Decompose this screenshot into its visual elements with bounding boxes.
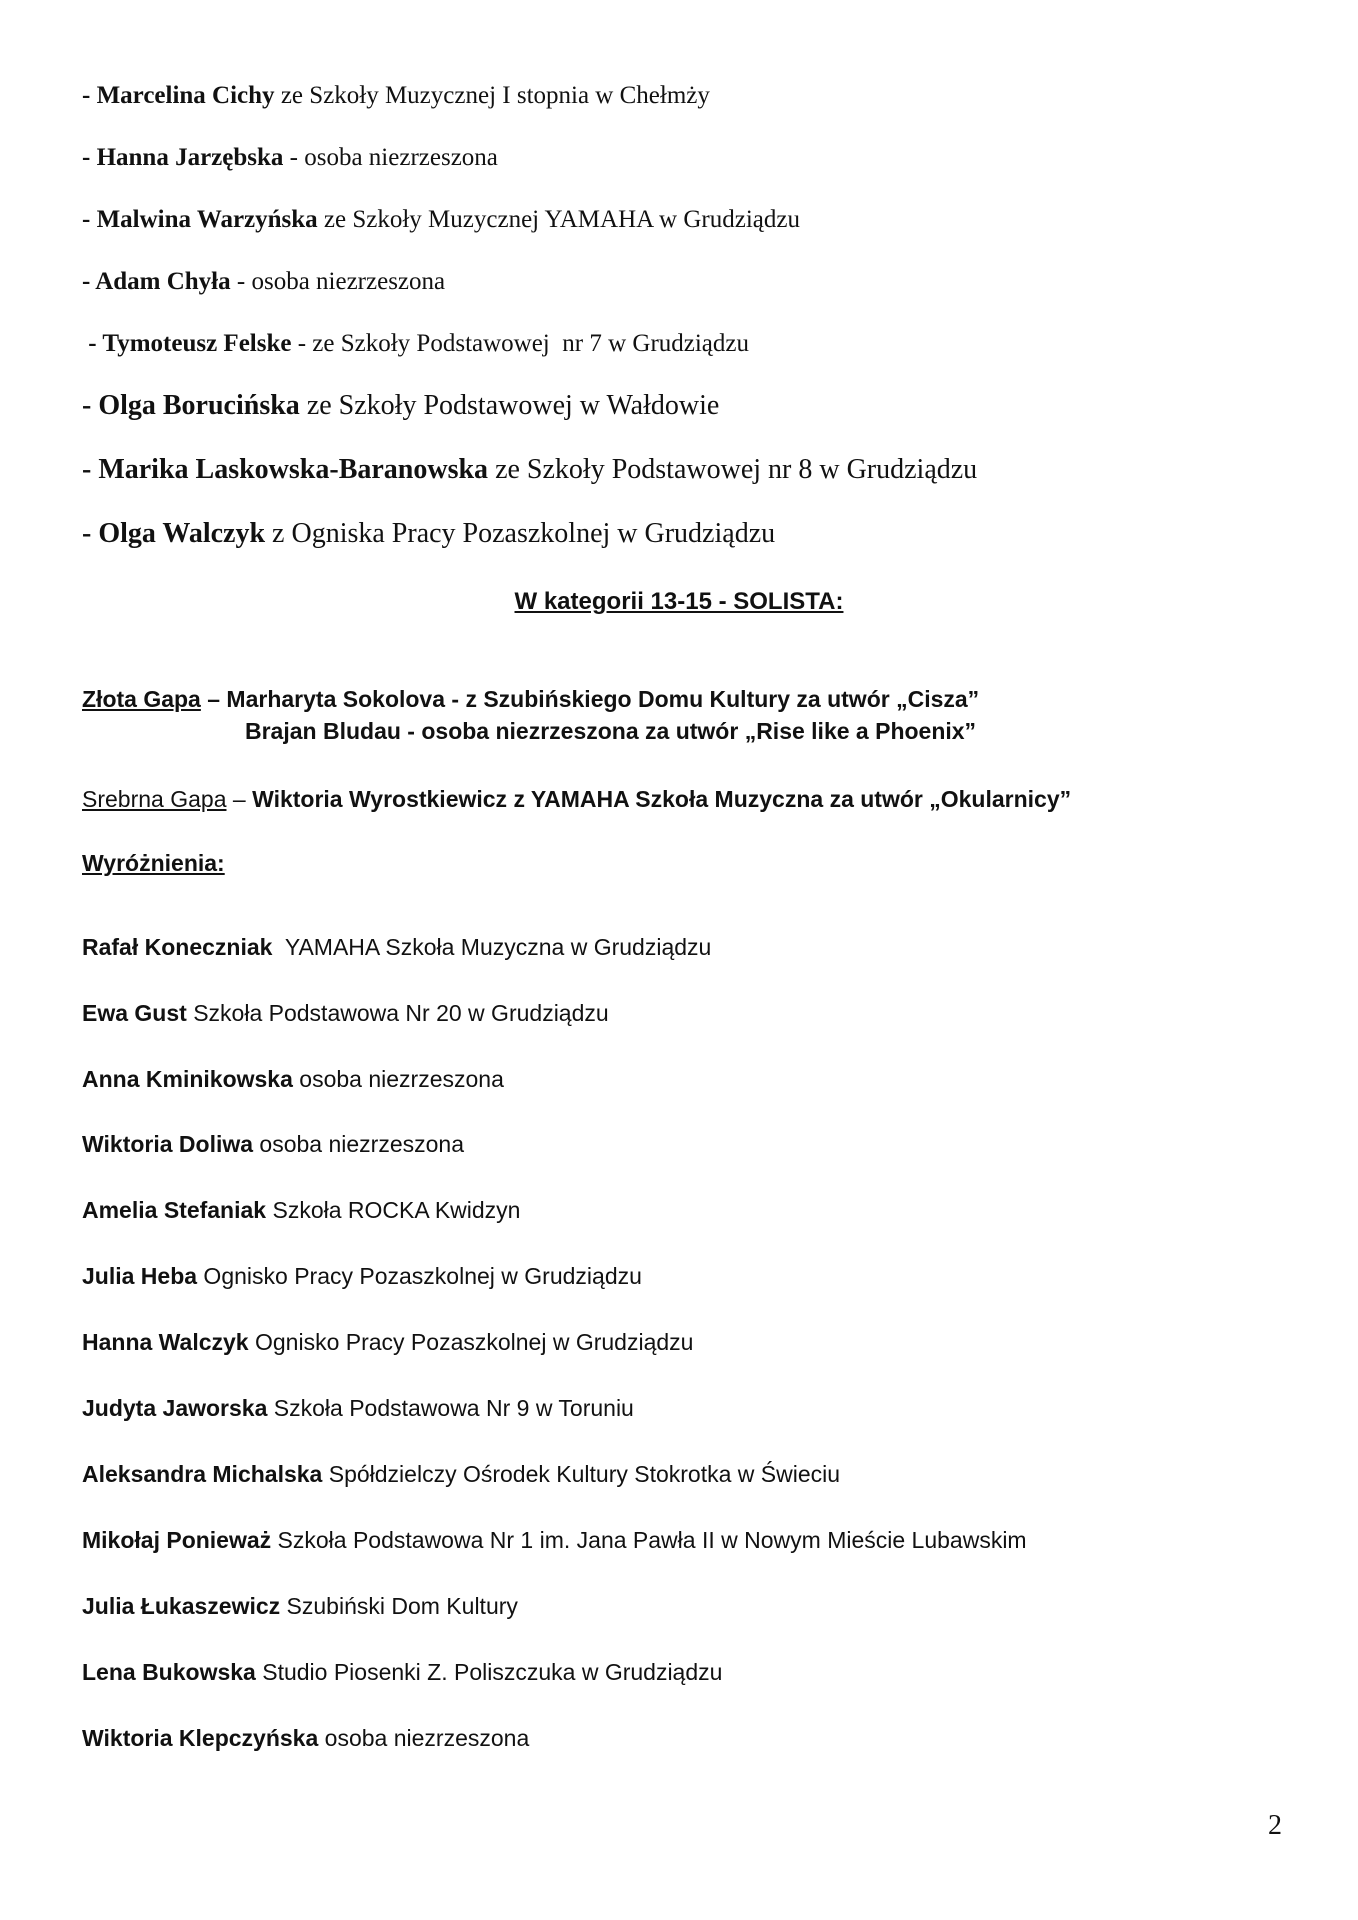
person-name: - Adam Chyła: [82, 268, 231, 295]
list-item: [82, 454, 977, 486]
person-name: Rafał Koneczniak: [82, 934, 273, 960]
list-item: [82, 206, 800, 234]
list-item: [82, 1725, 529, 1752]
person-name: Wiktoria Doliwa: [82, 1131, 254, 1157]
list-item: [82, 144, 498, 172]
affiliation: Szkoła Podstawowa Nr 9 w Toruniu: [267, 1395, 634, 1421]
affiliation: - osoba niezrzeszona: [283, 144, 498, 171]
affiliation: Szkoła ROCKA Kwidzyn: [266, 1197, 521, 1223]
list-item: [82, 1066, 504, 1093]
person-name: - Hanna Jarzębska: [82, 144, 284, 171]
person-name: Judyta Jaworska: [82, 1395, 268, 1421]
person-name: Amelia Stefaniak: [82, 1197, 267, 1223]
affiliation: - osoba niezrzeszona: [230, 268, 446, 295]
gold-award-label: Złota Gapa: [82, 686, 201, 712]
affiliation: Szkoła Podstawowa Nr 20 w Grudziądzu: [186, 1000, 609, 1026]
list-item: [82, 1593, 518, 1620]
list-item: [82, 518, 775, 550]
person-name: - Tymoteusz Felske: [82, 330, 292, 357]
silver-award-label: Srebrna Gapa: [82, 786, 227, 812]
affiliation: Ognisko Pracy Pozaszkolnej w Grudziądzu: [248, 1329, 694, 1355]
person-name: Anna Kminikowska: [82, 1066, 293, 1092]
person-name: - Malwina Warzyńska: [82, 206, 318, 233]
person-name: - Marika Laskowska-Baranowska: [82, 454, 489, 485]
affiliation: Studio Piosenki Z. Poliszczuka w Grudziądzu: [255, 1659, 723, 1685]
person-name: Hanna Walczyk: [82, 1329, 249, 1355]
list-item: [82, 268, 445, 296]
dash: –: [226, 786, 253, 812]
list-item: [82, 330, 749, 358]
silver-award-winner: Wiktoria Wyrostkiewicz z YAMAHA Szkoła Muzyczna za utwór „Okularnicy”: [252, 786, 1072, 812]
person-name: Julia Łukaszewicz: [82, 1593, 281, 1619]
list-item: [82, 1527, 1027, 1554]
distinctions-heading: Wyróżnienia:: [82, 850, 225, 876]
person-name: Lena Bukowska: [82, 1659, 256, 1685]
affiliation: YAMAHA Szkoła Muzyczna w Grudziądzu: [272, 934, 712, 960]
affiliation: - ze Szkoły Podstawowej nr 7 w Grudziądzu: [291, 330, 750, 357]
affiliation: osoba niezrzeszona: [318, 1725, 530, 1751]
affiliation: ze Szkoły Podstawowej nr 8 w Grudziądzu: [488, 454, 978, 485]
affiliation: Szkoła Podstawowa Nr 1 im. Jana Pawła II w Nowym Mieście Lubawskim: [271, 1527, 1027, 1553]
person-name: Mikołaj Ponieważ: [82, 1527, 272, 1553]
list-item: [82, 390, 719, 422]
category-heading: W kategorii 13-15 - SOLISTA:: [514, 588, 844, 615]
affiliation: ze Szkoły Muzycznej I stopnia w Chełmży: [274, 82, 710, 109]
list-item: [82, 82, 710, 110]
list-item: [82, 1197, 520, 1224]
affiliation: Spółdzielczy Ośrodek Kultury Stokrotka w Świeciu: [322, 1461, 841, 1487]
affiliation: osoba niezrzeszona: [253, 1131, 465, 1157]
gold-award-winner-1: – Marharyta Sokolova - z Szubińskiego Domu Kultury za utwór „Cisza”: [200, 686, 980, 712]
list-item: [82, 1131, 464, 1158]
list-item: [82, 1395, 634, 1422]
list-item: [82, 1329, 693, 1356]
list-item: [82, 1263, 642, 1290]
affiliation: Szubiński Dom Kultury: [280, 1593, 518, 1619]
affiliation: z Ogniska Pracy Pozaszkolnej w Grudziądzu: [265, 518, 776, 549]
affiliation: ze Szkoły Podstawowej w Wałdowie: [299, 390, 720, 421]
person-name: Wiktoria Klepczyńska: [82, 1725, 319, 1751]
person-name: - Olga Walczyk: [82, 518, 266, 549]
person-name: Julia Heba: [82, 1263, 198, 1289]
gold-award: [82, 686, 979, 713]
list-item: [82, 1000, 609, 1027]
gold-award-winner-2: Brajan Bludau - osoba niezrzeszona za utwór „Rise like a Phoenix”: [245, 718, 977, 744]
affiliation: Ognisko Pracy Pozaszkolnej w Grudziądzu: [197, 1263, 642, 1289]
person-name: Aleksandra Michalska: [82, 1461, 323, 1487]
list-item: [82, 1659, 722, 1686]
person-name: Ewa Gust: [82, 1000, 187, 1026]
person-name: - Marcelina Cichy: [82, 82, 275, 109]
silver-award: [82, 786, 1071, 813]
list-item: [82, 934, 711, 961]
affiliation: ze Szkoły Muzycznej YAMAHA w Grudziądzu: [317, 206, 800, 233]
list-item: [82, 1461, 840, 1488]
affiliation: osoba niezrzeszona: [292, 1066, 504, 1092]
page-number: 2: [1268, 1810, 1282, 1841]
person-name: - Olga Borucińska: [82, 390, 300, 421]
